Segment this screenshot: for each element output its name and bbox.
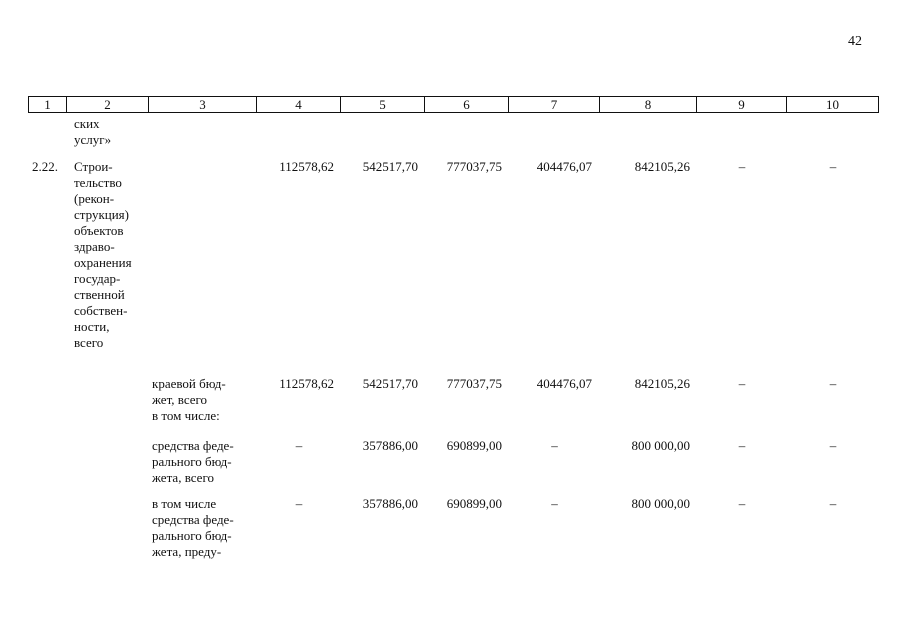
header-cell-6: 6 xyxy=(425,96,509,113)
header-cell-4: 4 xyxy=(257,96,341,113)
row4-col5: 357886,00 xyxy=(362,496,418,511)
header-cell-2: 2 xyxy=(67,96,149,113)
row1-col5: 542517,70 xyxy=(362,159,418,174)
row4-col10: – xyxy=(829,496,837,511)
header-cell-7: 7 xyxy=(509,96,600,113)
row3-col4: – xyxy=(295,438,303,453)
row4-col3: в том числе средства феде- рального бюд- жета, преду- xyxy=(152,496,234,559)
row1-col6: 777037,75 xyxy=(446,159,502,174)
row1-col4: 112578,62 xyxy=(279,159,334,174)
row4-col4: – xyxy=(295,496,303,511)
row1-col10: – xyxy=(829,159,837,174)
header-cell-8: 8 xyxy=(600,96,697,113)
page-number: 42 xyxy=(848,34,862,49)
header-cell-10: 10 xyxy=(787,96,879,113)
row2-col5: 542517,70 xyxy=(362,376,418,391)
header-cell-9: 9 xyxy=(697,96,787,113)
row3-col10: – xyxy=(829,438,837,453)
row3-col7: – xyxy=(551,438,558,453)
row3-col5: 357886,00 xyxy=(362,438,418,453)
row4-col9: – xyxy=(738,496,746,511)
row1-col1: 2.22. xyxy=(32,159,58,174)
row0-col2: ских услуг» xyxy=(74,116,112,147)
header-cell-1: 1 xyxy=(28,96,67,113)
row1-col7: 404476,07 xyxy=(536,159,592,174)
row2-col6: 777037,75 xyxy=(446,376,502,391)
row1-col9: – xyxy=(738,159,746,174)
row2-col4: 112578,62 xyxy=(279,376,334,391)
row3-col8: 800 000,00 xyxy=(631,438,690,453)
row1-col8: 842105,26 xyxy=(634,159,690,174)
row2-col10: – xyxy=(829,376,837,391)
row1-col2: Строи- тельство (рекон- струкция) объектов здраво- охранения государ- ственной собствен- ности, всего xyxy=(74,159,132,350)
row3-col6: 690899,00 xyxy=(446,438,502,453)
row3-col3: средства феде- рального бюд- жета, всего xyxy=(152,438,234,485)
row4-col7: – xyxy=(551,496,558,511)
row2-col9: – xyxy=(738,376,746,391)
row4-col8: 800 000,00 xyxy=(631,496,690,511)
row2-col8: 842105,26 xyxy=(634,376,690,391)
row4-col6: 690899,00 xyxy=(446,496,502,511)
header-cell-5: 5 xyxy=(341,96,425,113)
row2-col7: 404476,07 xyxy=(536,376,592,391)
row2-col3: краевой бюд- жет, всего в том числе: xyxy=(152,376,226,423)
row3-col9: – xyxy=(738,438,746,453)
header-cell-3: 3 xyxy=(149,96,257,113)
